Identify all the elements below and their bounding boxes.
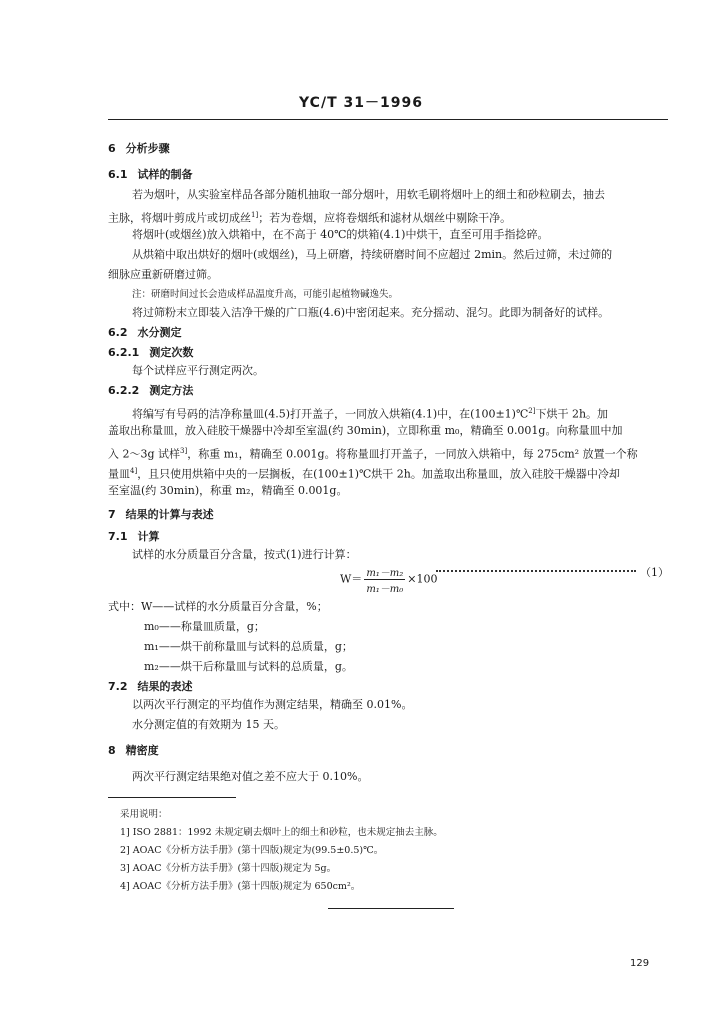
paragraph-line: 水分测定值的有效期为 15 天。 xyxy=(132,718,285,731)
paragraph-line: 试样的水分质量百分含量，按式(1)进行计算： xyxy=(132,548,357,561)
section-7-2-heading: 7.2 结果的表述 xyxy=(108,680,193,693)
paragraph-line: 入 2～3g 试样$^{3]}$，称重 m₁，精确至 0.001g。将称量皿打开盖子，一同放入烘箱中，每 275cm² 放置一个称 xyxy=(108,447,638,461)
paragraph-line: 盖取出称量皿，放入硅胶干燥器中冷却至室温(约 30min)，立即称重 m₀，精确至 0.001g。向称量皿中加 xyxy=(108,424,623,437)
equation-number: （1） xyxy=(640,566,669,579)
paragraph-line: 将编写有号码的洁净称量皿(4.5)打开盖子，一同放入烘箱(4.1)中，在(100±1)℃$^{2]}$下烘干 2h。加 xyxy=(132,407,609,421)
leader-dots xyxy=(436,570,636,572)
paragraph-line: 量皿$^{4]}$，且只使用烘箱中央的一层搁板，在(100±1)℃烘干 2h。加盖取出称量皿，放入硅胶干燥器中冷却 xyxy=(108,467,620,481)
footnote: 2] AOAC《分析方法手册》(第十四版)规定为(99.5±0.5)℃。 xyxy=(120,845,384,856)
paragraph-line: 每个试样应平行测定两次。 xyxy=(132,364,264,377)
fraction: $\frac{\text{m₁－m₂}}{\text{m₁－m₀}}$ xyxy=(364,564,405,595)
end-rule xyxy=(328,908,454,909)
footnote-ref: 3] xyxy=(180,447,188,455)
footnote-rule xyxy=(108,797,236,798)
footnote-ref: 2] xyxy=(528,407,536,415)
section-7-1-heading: 7.1 计算 xyxy=(108,530,160,543)
header-rule xyxy=(108,119,668,120)
paragraph-line: 至室温(约 30min)，称重 m₂，精确至 0.001g。 xyxy=(108,484,348,497)
page-number: 129 xyxy=(630,958,650,969)
page-header: YC/T 31－1996 xyxy=(299,95,423,111)
formula: W＝ $\frac{\text{m₁－m₂}}{\text{m₁－m₀}}$ ×100 xyxy=(340,564,438,595)
section-6-2-1-heading: 6.2.1 测定次数 xyxy=(108,346,194,359)
footnote: 4] AOAC《分析方法手册》(第十四版)规定为 650cm²。 xyxy=(120,881,361,892)
paragraph-line: 主脉，将烟叶剪成片或切成丝$^{1]}$；若为卷烟，应将卷烟纸和滤材从烟丝中剔除干净。 xyxy=(108,211,512,225)
footnote-title: 采用说明： xyxy=(120,809,168,820)
where-line: m₂——烘干后称量皿与试料的总质量，g。 xyxy=(144,660,353,673)
section-6-1-heading: 6.1 试样的制备 xyxy=(108,168,193,181)
paragraph-line: 从烘箱中取出烘好的烟叶(或烟丝)，马上研磨，持续研磨时间不应超过 2min。然后过筛，未过筛的 xyxy=(132,248,613,261)
section-7-heading: 7 结果的计算与表述 xyxy=(108,508,214,521)
note: 注：研磨时间过长会造成样品温度升高，可能引起植物碱逸失。 xyxy=(132,289,399,300)
footnote: 3] AOAC《分析方法手册》(第十四版)规定为 5g。 xyxy=(120,863,337,874)
paragraph-line: 以两次平行测定的平均值作为测定结果，精确至 0.01%。 xyxy=(132,698,413,711)
paragraph-line: 细脉应重新研磨过筛。 xyxy=(108,268,218,281)
footnote: 1] ISO 2881：1992 未规定刷去烟叶上的细土和砂粒，也未规定抽去主脉。 xyxy=(120,827,443,838)
section-6-heading: 6 分析步骤 xyxy=(108,142,170,155)
paragraph-line: 将过筛粉末立即装入洁净干燥的广口瓶(4.6)中密闭起来。充分摇动、混匀。此即为制备好的试样。 xyxy=(132,306,610,319)
paragraph-line: 将烟叶(或烟丝)放入烘箱中，在不高于 40℃的烘箱(4.1)中烘干，直至可用手指捻碎。 xyxy=(132,228,549,241)
footnote-ref: 4] xyxy=(130,467,138,475)
where-line: m₁——烘干前称量皿与试料的总质量，g； xyxy=(144,640,353,653)
footnote-ref: 1] xyxy=(251,211,259,219)
paragraph-line: 两次平行测定结果绝对值之差不应大于 0.10%。 xyxy=(132,770,369,783)
where-line: m₀——称量皿质量，g； xyxy=(144,620,265,633)
paragraph-line: 若为烟叶，从实验室样品各部分随机抽取一部分烟叶，用软毛刷将烟叶上的细土和砂粒刷去，抽去 xyxy=(132,188,605,201)
section-8-heading: 8 精密度 xyxy=(108,744,159,757)
section-6-2-heading: 6.2 水分测定 xyxy=(108,326,182,339)
section-6-2-2-heading: 6.2.2 测定方法 xyxy=(108,384,194,397)
where-line: 式中：W——试样的水分质量百分含量，%； xyxy=(108,600,328,613)
